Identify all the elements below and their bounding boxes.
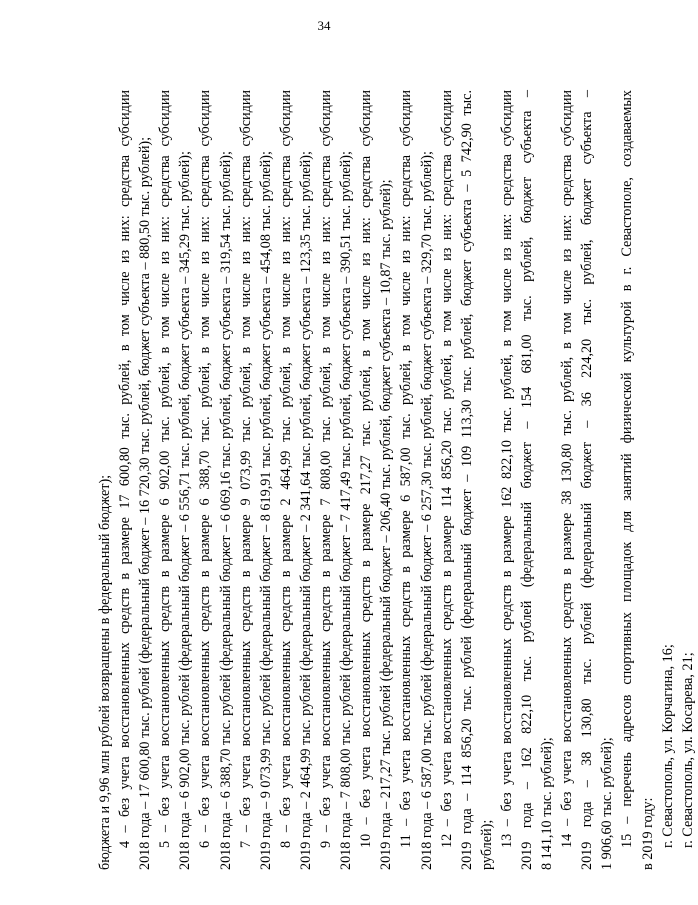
text-line: 1 906,60 тыс. рублей); <box>599 737 616 870</box>
text-line: 8 141,10 тыс. рублей); <box>539 737 556 870</box>
text-line: 2019 года – 162 822,10 тыс. рублей (федеральный бюджет – 154 681,00 тыс. рублей, бюджет субъекта – <box>518 90 535 870</box>
text-line: 15 – перечень адресов спортивных площадок для занятий физической культурой в г. Севастополе, создаваемых <box>619 90 636 848</box>
text-line: рублей); <box>478 819 495 870</box>
text-line: 2019 года – 2 464,99 тыс. рублей (федеральный бюджет – 2 341,64 тыс. рублей, бюджет субъекта – 123,35 тыс. рублей); <box>297 151 314 870</box>
text-line: 2018 года – 6 388,70 тыс. рублей (федеральный бюджет – 6 069,16 тыс. рублей, бюджет субъекта – 319,54 тыс. рублей); <box>217 151 234 870</box>
text-line: 7 – без учета восстановленных средств в размере 9 073,99 тыс. рублей, в том числе из них: средства субсидии <box>237 90 254 848</box>
document-body <box>95 90 696 870</box>
text-line: 2019 года – 9 073,99 тыс. рублей (федеральный бюджет – 8 619,91 тыс. рублей, бюджет субъекта – 454,08 тыс. рублей); <box>257 151 274 870</box>
text-line: 14 – без учета восстановленных средств в размере 38 130,80 тыс. рублей, в том числе из них: средства субсидии <box>559 90 576 848</box>
text-line: 4 – без учета восстановленных средств в размере 17 600,80 тыс. рублей, в том числе из них: средства субсидии <box>117 90 134 848</box>
text-line: 2019 года – 114 856,20 тыс. рублей (федеральный бюджет – 109 113,30 тыс. рублей, бюджет субъекта – 5 742,90 тыс. <box>458 90 475 870</box>
text-line: г. Севастополь, ул. Косарева, 21; <box>679 652 696 848</box>
text-line: 6 – без учета восстановленных средств в размере 6 388,70 тыс. рублей, в том числе из них: средства субсидии <box>197 90 214 848</box>
text-line: 10 – без учета восстановленных средств в размере 217,27 тыс. рублей, в том числе из них: средства субсидии <box>358 90 375 848</box>
text-line: 13 – без учета восстановленных средств в размере 162 822,10 тыс. рублей, в том числе из них: средства субсидии <box>498 90 515 848</box>
text-line: 2018 года – 7 808,00 тыс. рублей (федеральный бюджет – 7 417,49 тыс. рублей, бюджет субъекта – 390,51 тыс. рублей); <box>338 151 355 870</box>
text-line: 2018 года – 6 587,00 тыс. рублей (федеральный бюджет – 6 257,30 тыс. рублей, бюджет субъекта – 329,70 тыс. рублей); <box>418 151 435 870</box>
text-line: 2018 года – 17 600,80 тыс. рублей (федеральный бюджет – 16 720,30 тыс. рублей, бюджет субъекта – 880,50 тыс. рублей); <box>137 136 154 870</box>
text-line: г. Севастополь, ул. Корчагина, 16; <box>659 644 676 848</box>
text-line: 9 – без учета восстановленных средств в размере 7 808,00 тыс. рублей, в том числе из них: средства субсидии <box>318 90 335 848</box>
text-line: в 2019 году: <box>639 797 656 870</box>
text-line: 2018 года – 6 902,00 тыс. рублей (федеральный бюджет – 6 556,71 тыс. рублей, бюджет субъекта – 345,29 тыс. рублей); <box>177 151 194 870</box>
text-line: 2019 года – 38 130,80 тыс. рублей (федеральный бюджет – 36 224,20 тыс. рублей, бюджет субъекта – <box>579 90 596 870</box>
text-line: 2019 года – 217,27 тыс. рублей (федеральный бюджет – 206,40 тыс. рублей, бюджет субъекта – 10,87 тыс. рублей); <box>378 179 395 870</box>
page-number: 34 <box>317 18 331 33</box>
text-line: 12 – без учета восстановленных средств в размере 114 856,20 тыс. рублей, в том числе из них: средства субсидии <box>438 90 455 848</box>
text-line: 8 – без учета восстановленных средств в размере 2 464,99 тыс. рублей, в том числе из них: средства субсидии <box>277 90 294 848</box>
text-line: 11 – без учета восстановленных средств в размере 6 587,00 тыс. рублей, в том числе из них: средства субсидии <box>398 90 415 848</box>
text-line: бюджета и 9,96 млн рублей возвращены в федеральный бюджет); <box>97 474 113 870</box>
text-line: 5 – без учета восстановленных средств в размере 6 902,00 тыс. рублей, в том числе из них: средства субсидии <box>157 90 174 848</box>
